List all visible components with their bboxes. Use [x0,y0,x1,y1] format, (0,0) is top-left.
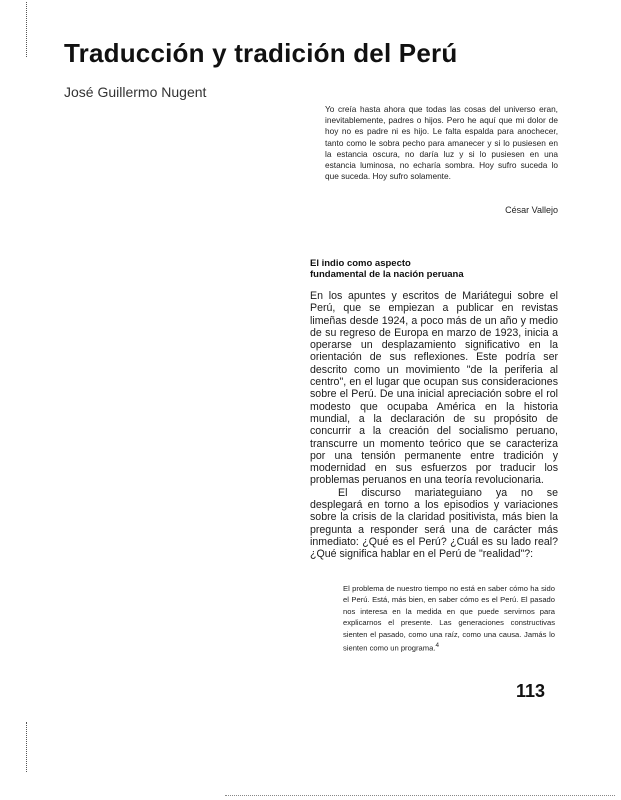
page-number: 113 [516,681,546,701]
block-quote [343,583,555,654]
scan-margin-mark [26,2,28,57]
paragraph: En los apuntes y escritos de Mariátegui sobre el Perú, que se empiezan a publicar en revistas limeñas desde 1924, a poco más de un año y medio de su regreso de Europa en marzo de 1923, inicia a operarse un desplazamiento significativo en la orientación de sus reflexiones. Este podría ser descrito como un movimiento "de la periferia al centro", en el lugar que ocupan sus consideraciones sobre el Perú. De una inicial apreciación sobre el rol modesto que ocupaba América en la historia mundial, a la declaración de su propósito de concurrir a la creación del socialismo peruano, transcurre un momento teórico que se caracteriza por una tensión permanente entre tradición y modernidad en sus esfuerzos por traducir los problemas peruanos en una teoría revolucionaria. [310,290,558,487]
footnote-marker: 4 [435,642,439,650]
paragraph: El discurso mariateguiano ya no se desplegará en torno a los episodios y variaciones sobre la crisis de la claridad positivista, más bien la pregunta a responder será una de carácter más inmediato: ¿Qué es el Perú? ¿Cuál es su lado real? ¿Qué significa hablar en el Perú de "realidad"?: [310,486,558,561]
block-quote-text: El problema de nuestro tiempo no está en saber cómo ha sido el Perú. Está, más bien, en saber cómo es el Perú. El pasado nos interesa en la medida en que puede servirnos para explicarnos el presente. Las generaciones constructivas sienten el pasado, como una raíz, como una causa. Jamás lo sienten como un programa. [343,584,555,653]
section-heading-line: fundamental de la nación peruana [310,269,464,280]
article-author: José Guillermo Nugent [64,84,207,100]
article-title: Traducción y tradición del Perú [64,38,458,68]
section-heading [310,258,560,280]
scan-margin-mark [26,722,28,772]
epigraph-text: Yo creía hasta ahora que todas las cosas del universo eran, inevitablemente, padres o hijos. Pero he aquí que mi dolor de hoy no es padre ni es hijo. Le falta espalda para anochecer, tanto como le sobra pecho para amanecer y si lo pusiesen en la estancia oscura, no daría luz y si lo pusiesen en una estancia luminosa, no echaría sombra. Hoy sufro suceda lo que suceda. Hoy sufro solamente. [325,104,558,182]
epigraph-attribution: César Vallejo [505,205,558,215]
scan-bottom-mark [225,795,615,797]
body-text [310,290,558,561]
section-heading-line: El indio como aspecto [310,258,411,269]
